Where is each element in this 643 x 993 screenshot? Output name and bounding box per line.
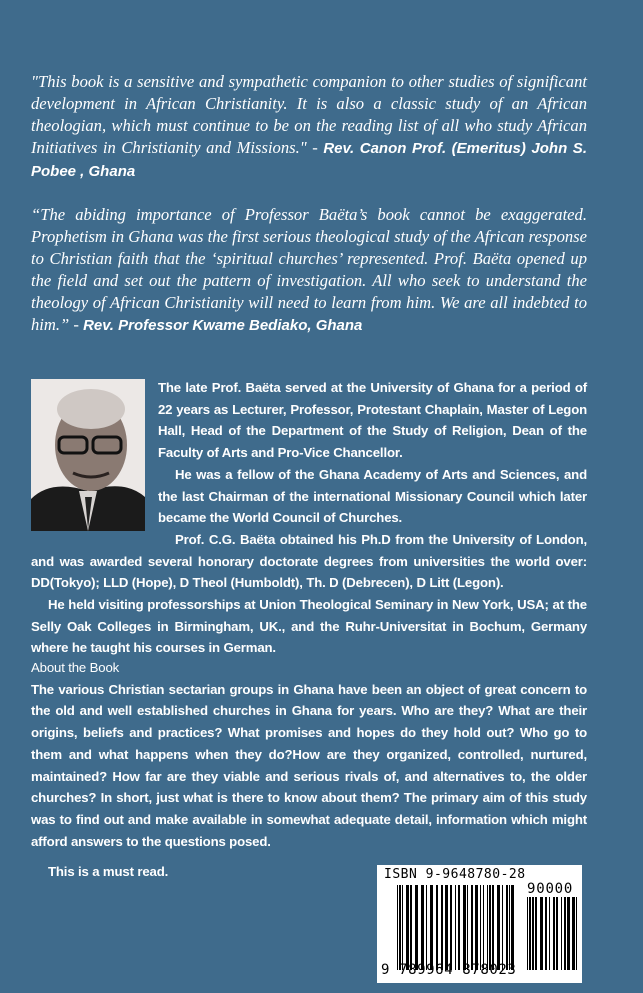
barcode-bar (483, 885, 484, 970)
barcode-bar (532, 897, 534, 970)
about-heading: About the Book (31, 660, 120, 675)
barcode-bar (527, 897, 528, 970)
bio-paragraph: Prof. C.G. Baëta obtained his Ph.D from the University of London, and was awarded several honorary doctorate degrees from universities the world over: DD(Tokyo); LLD (Hope), D Theol (Humboldt), Th. D (Debrecen), D Litt (Legon). (31, 531, 587, 591)
barcode-bar (458, 885, 460, 970)
barcode-bar (561, 897, 562, 970)
barcode-bar (572, 897, 575, 970)
barcode-bar (402, 885, 403, 970)
quote-attribution: Rev. Canon Prof. (Emeritus) John S. Pobee , Ghana (31, 140, 587, 180)
barcode-bar (445, 885, 448, 970)
barcode-bar (502, 885, 503, 970)
barcode-bar (492, 885, 494, 970)
barcode-bar (506, 885, 508, 970)
quote-text: “The abiding importance of Professor Baëta’s book cannot be exaggerated. Prophetism in Ghana was the first serious theological study of the African response to Christian faith that the ‘spiritual churches’ represented. Prof. Baëta opened up the field and set out the pattern of investigation. All who seek to understand the theology of African Christianity will need to learn from him. We are all indebted to him.” - (31, 205, 587, 334)
barcode-bar (467, 885, 468, 970)
must-read-text: This is a must read. (48, 864, 169, 879)
review-quote-bediako (31, 204, 587, 337)
barcode-bar (553, 897, 555, 970)
barcode-bar (489, 885, 491, 970)
barcode-bar (436, 885, 438, 970)
author-bio (31, 377, 587, 659)
barcode-bar (545, 897, 547, 970)
barcode-bar (564, 897, 566, 970)
barcode-bar (497, 885, 500, 970)
barcode-bar (455, 885, 456, 970)
barcode-bar (426, 885, 427, 970)
barcode-bar (406, 885, 409, 970)
barcode-bar (567, 897, 570, 970)
barcode-bar (415, 885, 418, 970)
barcode-bar (576, 897, 577, 970)
barcode-bar (450, 885, 452, 970)
barcode-bar (399, 885, 401, 970)
bio-paragraph: The late Prof. Baëta served at the University of Ghana for a period of 22 years as Lecturer, Professor, Protestant Chaplain, Master of Legon Hall, Head of the Department of the Study of Religion, Dean of the Faculty of Arts and Pro-Vice Chancellor. (158, 380, 587, 461)
barcode-bar (421, 885, 424, 970)
quote-attribution: Rev. Professor Kwame Bediako, Ghana (83, 317, 363, 334)
barcode-bar (410, 885, 412, 970)
isbn-label: ISBN 9-9648780-28 (384, 867, 526, 882)
barcode-bar (509, 885, 510, 970)
barcode-bar (397, 885, 398, 970)
barcode-bar (463, 885, 466, 970)
isbn-barcode (377, 865, 582, 983)
barcode-bar (549, 897, 550, 970)
barcode-bar (441, 885, 443, 970)
about-text: The various Christian sectarian groups in Ghana have been an object of great concern to the old and well established churches in Ghana for years. Who are they? What are their origins, beliefs and practices? What promises and hopes do they hold out? Who go to them and what happens when they do?How are they organized, controlled, nurtured, maintained? How far are they viable and serious rivals of, and alternatives to, the older churches? In short, just what is there to know about them? The primary aim of this study was to find out and make available in somewhat adequate detail, information which might afford answers to the questions posed. (31, 681, 587, 849)
barcode-bar (556, 897, 558, 970)
bio-paragraph: He held visiting professorships at Union Theological Seminary in New York, USA; at the Selly Oak Colleges in Birmingham, UK., and the Ruhr-Universitat in Bochum, Germany where he taught his courses in German. (31, 597, 587, 656)
barcode-bar (430, 885, 433, 970)
barcode-bar (480, 885, 481, 970)
barcode-bar (511, 885, 514, 970)
barcode-bar (471, 885, 473, 970)
review-quote-pobee (31, 71, 587, 183)
quote-text: "This book is a sensitive and sympathetic companion to other studies of significant development in African Christianity. It is also a classic study of an African theologian, which must continue to be on the reading list of all who study African Initiatives in Christianity and Missions." - (31, 72, 587, 157)
price-code: 90000 (527, 881, 574, 897)
ean-bars (397, 885, 517, 970)
barcode-bar (535, 897, 537, 970)
bio-paragraph: He was a fellow of the Ghana Academy of Arts and Sciences, and the last Chairman of the international Missionary Council which later became the World Council of Churches. (158, 466, 587, 526)
ean-number: 9 789964 878023 (381, 962, 517, 978)
barcode-bar (475, 885, 478, 970)
about-the-book (31, 657, 587, 852)
barcode-bar (487, 885, 488, 970)
barcode-bar (529, 897, 531, 970)
addon-bars (527, 897, 577, 970)
barcode-bar (540, 897, 543, 970)
author-photo (31, 379, 145, 531)
